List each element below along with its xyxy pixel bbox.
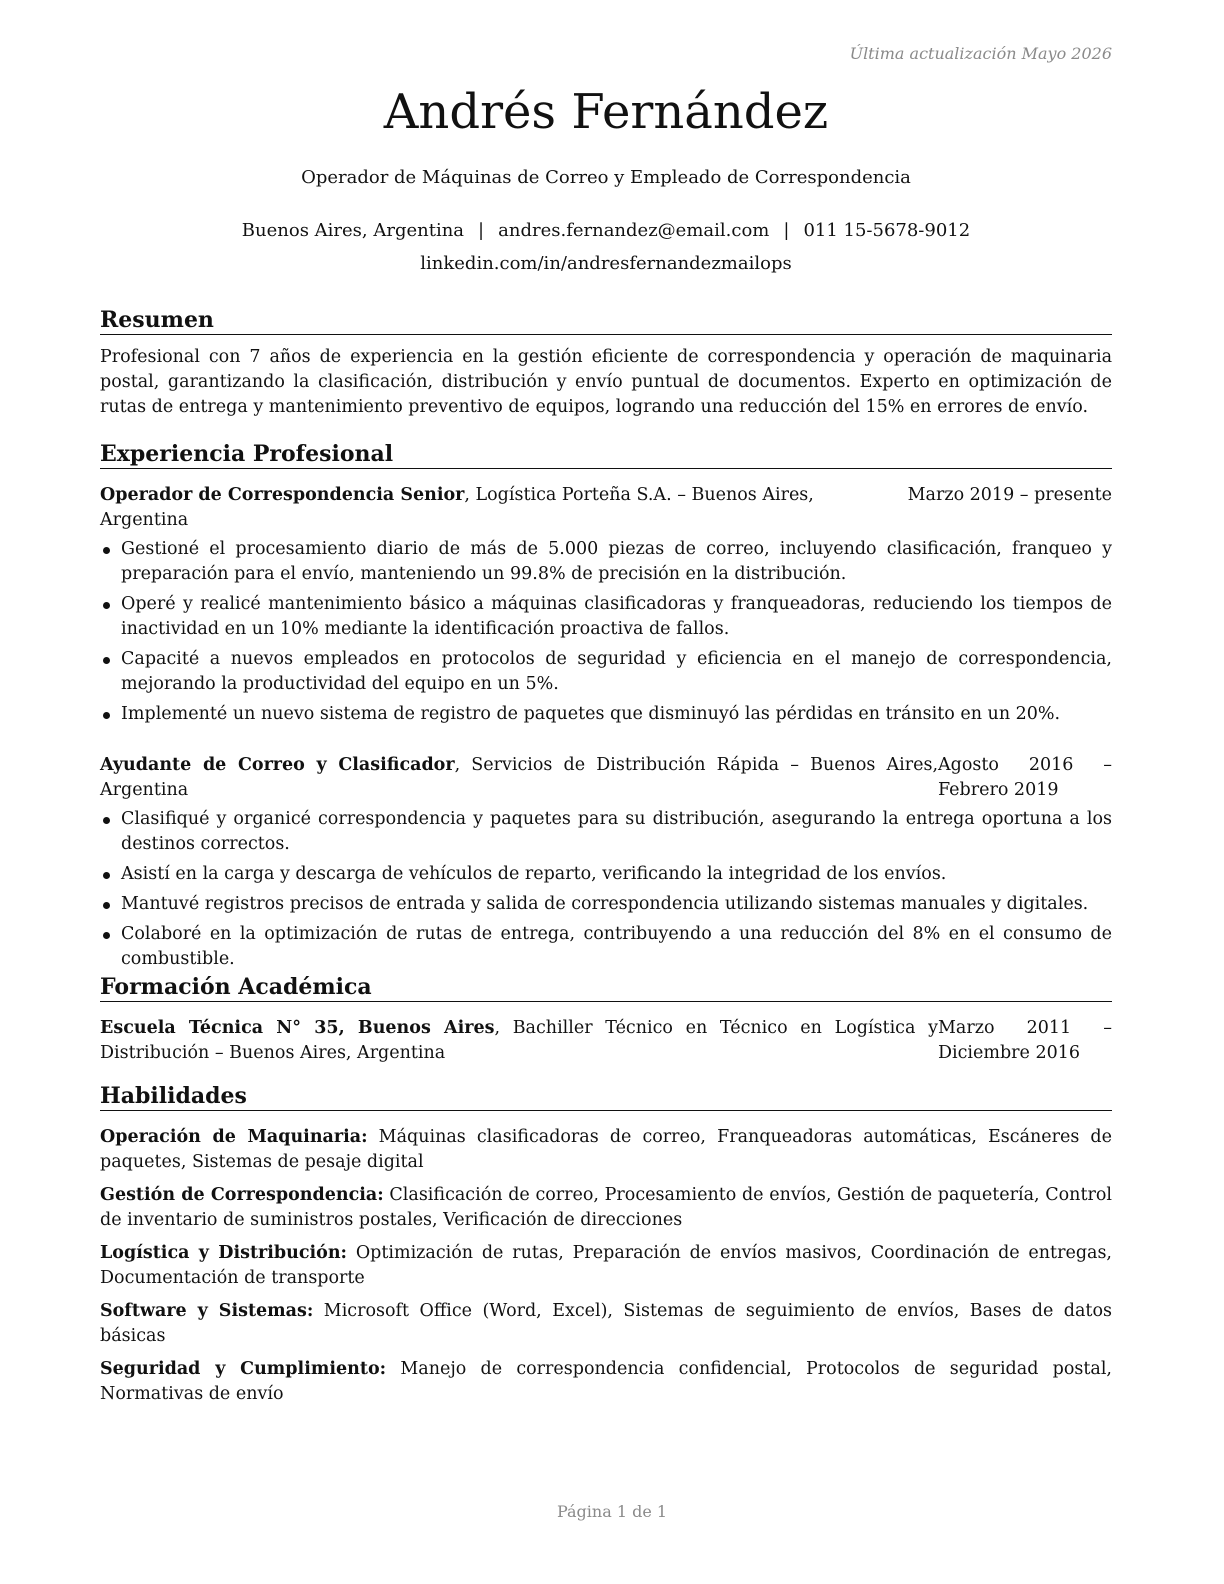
- experience-section: [100, 440, 1112, 977]
- job-bullets: [100, 537, 1112, 727]
- skill-label: Operación de Maquinaria:: [100, 1127, 368, 1147]
- skill-row: [100, 1357, 1112, 1407]
- skill-row: [100, 1241, 1112, 1291]
- job-header: [100, 483, 1112, 533]
- skills-section: [100, 1082, 1112, 1407]
- list-item: Capacité a nuevos empleados en protocolos de seguridad y eficiencia en el manejo de correspondencia, mejorando la productividad del equipo en un 5%.: [100, 647, 1112, 697]
- candidate-name: Andrés Fernández: [383, 84, 829, 140]
- linkedin-link[interactable]: linkedin.com/in/andresfernandezmailops: [420, 253, 792, 274]
- skill-text: Máquinas clasificadoras de correo, Franqueadoras automáticas, Escáneres de paquetes, Sistemas de pesaje digital: [100, 1127, 1112, 1172]
- education-dates: Marzo 2011 – Diciembre 2016: [938, 1018, 1112, 1063]
- section-title: Habilidades: [100, 1082, 1112, 1111]
- skill-label: Software y Sistemas:: [100, 1301, 314, 1321]
- section-title: Experiencia Profesional: [100, 440, 1112, 469]
- skill-label: Seguridad y Cumplimiento:: [100, 1359, 387, 1379]
- headline: Operador de Máquinas de Correo y Empleado de Correspondencia: [301, 167, 911, 188]
- separator: |: [783, 220, 790, 241]
- list-item: Implementé un nuevo sistema de registro de paquetes que disminuyó las pérdidas en tránsito en un 20%.: [100, 702, 1112, 727]
- list-item: Colaboré en la optimización de rutas de entrega, contribuyendo a una reducción del 8% en el consumo de combustible.: [100, 922, 1112, 972]
- skill-row: [100, 1299, 1112, 1349]
- skill-label: Logística y Distribución:: [100, 1243, 348, 1263]
- skill-text: Clasificación de correo, Procesamiento de envíos, Gestión de paquetería, Control de inventario de suministros postales, Verificación de direcciones: [100, 1185, 1112, 1230]
- education-header: [100, 1016, 1112, 1066]
- page-number: Página 1 de 1: [556, 1502, 668, 1521]
- email-link[interactable]: andres.fernandez@email.com: [498, 220, 770, 241]
- list-item: Clasifiqué y organicé correspondencia y paquetes para su distribución, asegurando la entrega oportuna a los destinos correctos.: [100, 807, 1112, 857]
- separator: |: [478, 220, 485, 241]
- skill-text: Microsoft Office (Word, Excel), Sistemas de seguimiento de envíos, Bases de datos básicas: [100, 1301, 1112, 1346]
- summary-text: Profesional con 7 años de experiencia en la gestión eficiente de correspondencia y operación de maquinaria postal, garantizando la clasificación, distribución y envío puntual de documentos. Experto en optimización de rutas de entrega y mantenimiento preventivo de equipos, logrando una reducción del 15% en errores de envío.: [100, 347, 1112, 417]
- list-item: Operé y realicé mantenimiento básico a máquinas clasificadoras y franqueadoras, reduciendo los tiempos de inactividad en un 10% mediante la identificación proactiva de fallos.: [100, 592, 1112, 642]
- job-role: Operador de Correspondencia Senior: [100, 485, 465, 505]
- school-name: Escuela Técnica N° 35, Buenos Aires: [100, 1018, 495, 1038]
- last-updated: Última actualización Mayo 2026: [849, 44, 1112, 63]
- skill-row: [100, 1125, 1112, 1175]
- section-title: Resumen: [100, 306, 1112, 335]
- phone: 011 15-5678-9012: [803, 220, 971, 241]
- skill-row: [100, 1183, 1112, 1233]
- list-item: Mantuvé registros precisos de entrada y salida de correspondencia utilizando sistemas manuales y digitales.: [100, 892, 1112, 917]
- degree: , Bachiller Técnico en Técnico en Logística y Distribución – Buenos Aires, Argentina: [100, 1018, 938, 1063]
- job-bullets: [100, 807, 1112, 972]
- job-role: Ayudante de Correo y Clasificador: [100, 755, 455, 775]
- skill-text: Optimización de rutas, Preparación de envíos masivos, Coordinación de entregas, Documentación de transporte: [100, 1243, 1112, 1288]
- contact-line: [100, 220, 1112, 241]
- summary-section: [100, 306, 1112, 420]
- job-company: , Servicios de Distribución Rápida – Buenos Aires, Argentina: [100, 755, 939, 800]
- job-dates: Agosto 2016 – Febrero 2019: [938, 755, 1112, 800]
- job-company: , Logística Porteña S.A. – Buenos Aires, Argentina: [100, 485, 814, 530]
- skill-label: Gestión de Correspondencia:: [100, 1185, 384, 1205]
- job-dates: Marzo 2019 – presente: [907, 485, 1112, 505]
- skill-text: Manejo de correspondencia confidencial, Protocolos de seguridad postal, Normativas de envío: [100, 1359, 1112, 1404]
- section-title: Formación Académica: [100, 973, 1112, 1002]
- list-item: Gestioné el procesamiento diario de más de 5.000 piezas de correo, incluyendo clasificación, franqueo y preparación para el envío, manteniendo un 99.8% de precisión en la distribución.: [100, 537, 1112, 587]
- list-item: Asistí en la carga y descarga de vehículos de reparto, verificando la integridad de los envíos.: [100, 862, 1112, 887]
- location: Buenos Aires, Argentina: [241, 220, 465, 241]
- job-header: [100, 753, 1112, 803]
- education-section: [100, 973, 1112, 1066]
